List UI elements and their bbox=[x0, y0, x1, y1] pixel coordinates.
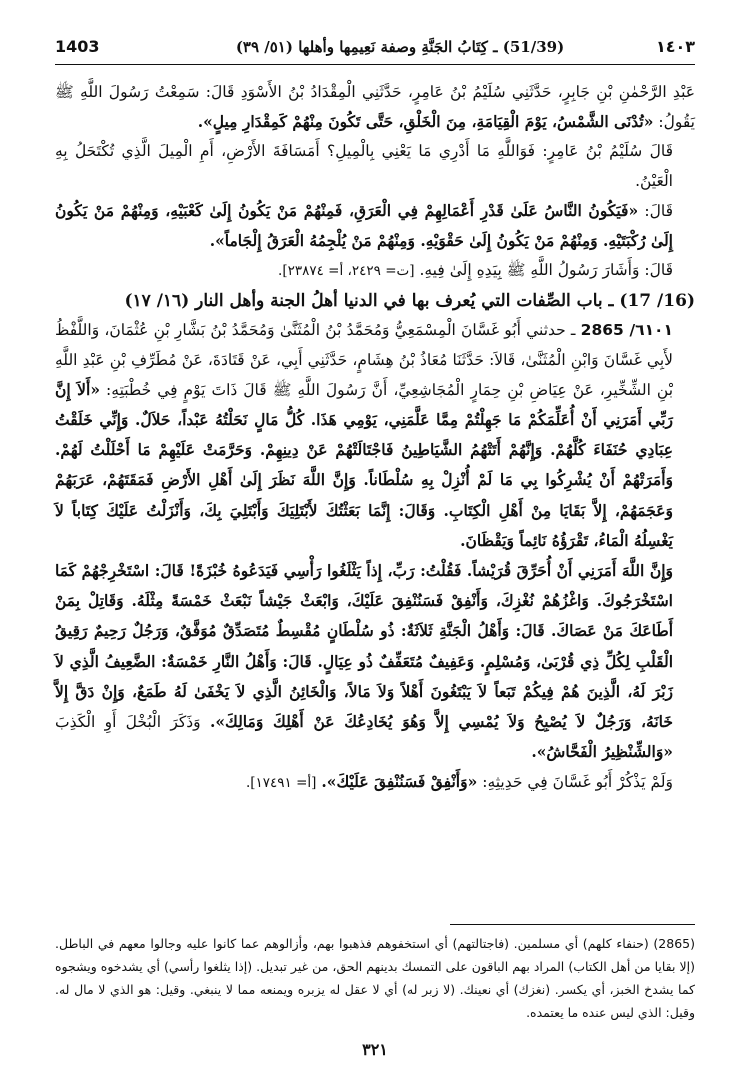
cross-reference: [أ= ١٧٤٩١]. bbox=[245, 775, 317, 792]
running-header bbox=[55, 34, 695, 65]
cross-reference: [ت= ٢٤٢٩، أ= ٢٣٨٧٤]. bbox=[278, 263, 415, 280]
chapter-heading: (16/ 17) ـ باب الصِّفات التي يُعرف بها في الدنيا أهلُ الجنة وأهل النار (١٦/ ١٧) bbox=[124, 291, 695, 312]
narration: عَبْدِ الرَّحْمٰنِ بْنِ جَابِرٍ، حَدَّثَنِي سُلَيْمُ بْنُ عَامِرٍ، حَدَّثَنِي الْمِقْدَادُ بْنُ الأَسْوَدِ قَالَ: سَمِعْتُ رَسُولَ اللَّهِ ﷺ يَقُولُ: bbox=[55, 83, 695, 132]
narration: وَذَكَرَ الْبُخْلَ أَوِ الْكَذِبَ bbox=[55, 713, 201, 732]
paragraph bbox=[55, 316, 695, 556]
main-text bbox=[55, 78, 695, 799]
page-footer-number: ٣٢١ bbox=[362, 1040, 388, 1059]
hadith-quote: «فَيَكُونُ النَّاسُ عَلَىٰ قَدْرِ أَعْمَالِهِمْ فِي الْعَرَقِ، فَمِنْهُمْ مَنْ يَكُونُ إِلَىٰ كَعْبَيْهِ، وَمِنْهُمْ مَنْ يَكُونُ إِلَىٰ رُكْبَتَيْهِ. وَمِنْهُمْ مَنْ يَكُونُ إِلَىٰ حَقْوَيْهِ. وَمِنْهُمْ مَنْ يُلْجِمُهُ الْعَرَقُ إِلْجَاماً». bbox=[55, 200, 673, 251]
hadith-quote: «أَلاَ إِنَّ رَبِّي أَمَرَنِي أَنْ أُعَلِّمَكُمْ مَا جَهِلْتُمْ مِمَّا عَلَّمَنِي، يَوْمِي هَذَا. كُلُّ مَالٍ نَحَلْتُهُ عَبْداً، حَلاَلٌ. وَإِنِّي خَلَقْتُ عِبَادِي حُنَفَاءَ كُلَّهُمْ. وَإِنَّهُمْ أَتَتْهُمُ الشَّيَاطِينُ فَاجْتَالَتْهُمْ عَنْ دِينِهِمْ. وَحَرَّمَتْ عَلَيْهِمْ مَا أَحْلَلْتُ لَهُمْ. وَأَمَرَتْهُمْ أَنْ يُشْرِكُوا بِي مَا لَمْ أُنْزِلْ بِهِ سُلْطَاناً. وَإِنَّ اللَّهَ نَظَرَ إِلَىٰ أَهْلِ الأَرْضِ فَمَقَتَهُمْ، عَرَبَهُمْ وَعَجَمَهُمْ، إِلاَّ بَقَايَا مِنْ أَهْلِ الْكِتَابِ. وَقَالَ: إِنَّمَا بَعَثْتُكَ لأَبْتَلِيَكَ وَأَبْتَلِيَ بِكَ، وَأَنْزَلْتُ عَلَيْكَ كِتَاباً لاَ يَغْسِلُهُ الْمَاءُ، تَقْرَؤُهُ نَائِماً وَيَقْظَانَ. bbox=[55, 379, 673, 550]
footnote: (2865) (حنفاء كلهم) أي مسلمين. (فاجتالتهم) أي استخفوهم فذهبوا بهم، وأزالوهم عما كانوا عليه وجالوا معهم في الباطل. (إلا بقايا من أهل الكتاب) المراد بهم الباقون على التمسك بدينهم الحق، من غير تبديل. (إذا يثلغوا رأسي) أي يشدخوه ويشجوه كما يشدخ الخبز، أي يكسر. (نغزك) أي نعينك. (لا زبر له) أي لا عقل له يزبره ويمنعه مما لا ينبغي. وقيل: هو الذي لا مال له. وقيل: الذي ليس عنده ما يعتمده. bbox=[55, 936, 695, 1020]
hadith-quote: «تُدْنَى الشَّمْسُ، يَوْمَ الْقِيَامَةِ، مِنَ الْخَلْقِ، حَتَّى تَكُونَ مِنْهُمْ كَمِقْدَارِ مِيلٍ». bbox=[197, 112, 654, 132]
narration: قَالَ: bbox=[644, 201, 673, 220]
footnote-divider bbox=[450, 924, 695, 925]
book-page bbox=[55, 34, 695, 1059]
narration: قَالَ: وَأَشَارَ رَسُولُ اللَّهِ ﷺ بِيَدِهِ إِلَىٰ فِيهِ. bbox=[419, 261, 673, 280]
footnotes bbox=[55, 932, 695, 1024]
narration: ـ حدثني أَبُو غَسَّانَ الْمِسْمَعِيُّ وَمُحَمَّدُ بْنُ الْمُثَنَّىٰ وَمُحَمَّدُ بْنُ بَشَّارِ بْنِ عُثْمَانَ، وَاللَّفْظُ لأَبِي غَسَّانَ وَابْنِ الْمُثَنَّىٰ، قَالاَ: حَدَّثَنَا مُعَاذُ بْنُ هِشَامٍ، حَدَّثَنِي أَبِي، عَنْ قَتَادَةَ، عَنْ مُطَرِّفِ بْنِ عَبْدِ اللَّهِ بْنِ الشِّخِّيرِ، عَنْ عِيَاضِ بْنِ حِمَارٍ الْمُجَاشِعِيِّ، أَنَّ رَسُولَ اللَّهِ ﷺ قَالَ ذَاتَ يَوْمٍ فِي خُطْبَتِهِ: bbox=[55, 321, 674, 399]
paragraph bbox=[55, 556, 695, 767]
paragraph bbox=[55, 78, 695, 137]
paragraph: قَالَ سُلَيْمُ بْنُ عَامِرٍ: فَوَاللَّهِ مَا أَدْرِي مَا يَعْنِي بِالْمِيلِ؟ أَمَسَافَةَ الأَرْضِ، أَمِ الْمِيلَ الَّذِي تُكْتَحَلُ بِهِ الْعَيْنُ. bbox=[55, 142, 673, 190]
page-number-latin: 1403 bbox=[55, 37, 100, 56]
hadith-quote: وَإِنَّ اللَّهَ أَمَرَنِي أَنْ أُحَرِّقَ قُرَيْشاً. فَقُلْتُ: رَبِّ، إِذاً يَثْلَغُوا رَأْسِي فَيَدَعُوهُ خُبْزَةً! قَالَ: اسْتَخْرِجْهُمْ كَمَا اسْتَخْرَجُوكَ. وَاغْزُهُمْ نُغْزِكَ، وَأَنْفِقْ فَسَنُنْفِقَ عَلَيْكَ، وَابْعَثْ جَيْشاً نَبْعَثْ خَمْسَةً مِثْلَهُ. وَقَاتِلْ بِمَنْ أَطَاعَكَ مَنْ عَصَاكَ. قَالَ: وَأَهْلُ الْجَنَّةِ ثَلاَثَةٌ: ذُو سُلْطَانٍ مُقْسِطٌ مُتَصَدِّقٌ مُوَفَّقٌ، وَرَجُلٌ رَحِيمٌ رَقِيقُ الْقَلْبِ لِكُلِّ ذِي قُرْبَىٰ، وَمُسْلِمٍ. وَعَفِيفٌ مُتَعَفِّفٌ ذُو عِيَالٍ. قَالَ: وَأَهْلُ النَّارِ خَمْسَةٌ: الضَّعِيفُ الَّذِي لاَ زَبْرَ لَهُ، الَّذِينَ هُمْ فِيكُمْ تَبَعاً لاَ يَبْتَغُونَ أَهْلاً وَلاَ مَالاً، وَالْخَائِنُ الَّذِي لاَ يَخْفَىٰ لَهُ طَمَعٌ، وَإِنْ دَقَّ إِلاَّ خَانَهُ، وَرَجُلٌ لاَ يُصْبِحُ وَلاَ يُمْسِي إِلاَّ وَهُوَ يُخَادِعُكَ عَنْ أَهْلِكَ وَمَالِكَ». bbox=[55, 561, 673, 732]
paragraph bbox=[55, 767, 695, 798]
narration: وَلَمْ يَذْكُرْ أَبُو غَسَّانَ فِي حَدِيثِهِ: bbox=[482, 773, 673, 792]
hadith-number: ٦١٠١/ 2865 bbox=[580, 321, 673, 340]
running-title: (51/39) ـ كِتَابُ الجَنَّةِ وصفة نَعِيمِها وأهلها (٥١/ ٣٩) bbox=[235, 38, 565, 56]
paragraph bbox=[55, 196, 695, 256]
hadith-quote: «وَأَنْفِقْ فَسَنُنْفِقَ عَلَيْكَ». bbox=[321, 772, 478, 792]
hadith-quote: «وَالشِّنْظِيرُ الْفَحَّاشُ». bbox=[531, 742, 673, 762]
page-number-arabic: ١٤٠٣ bbox=[655, 37, 695, 56]
paragraph bbox=[55, 256, 695, 286]
